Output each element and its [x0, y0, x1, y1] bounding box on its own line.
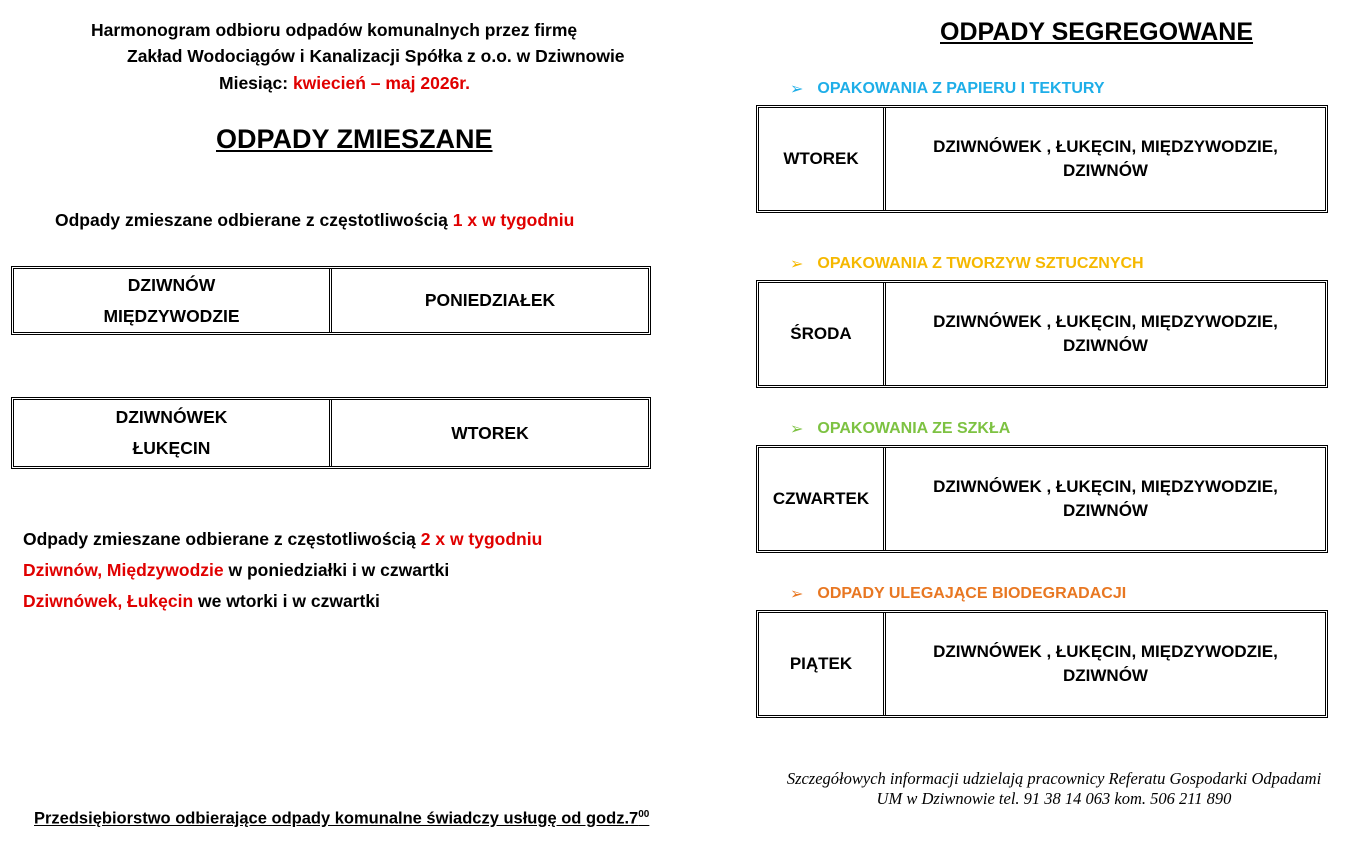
place-lukecin: ŁUKĘCIN [132, 438, 211, 458]
mixed-title: ODPADY ZMIESZANE [216, 124, 493, 154]
contact-note [752, 769, 1356, 809]
month-value: kwiecień – maj 2026r. [292, 73, 471, 93]
mixed-table-2-day: WTOREK [451, 422, 529, 443]
place-dziwnow: DZIWNÓW [127, 274, 216, 295]
footer-text: Przedsiębiorstwo odbierające odpady komunalne świadczy usługę od godz.7 [34, 809, 639, 828]
footer-sup: 00 [638, 809, 650, 820]
category-paper-label: OPAKOWANIA Z PAPIERU I TEKTURY [817, 80, 1105, 97]
mixed-table-2 [11, 397, 651, 469]
segregated-table-glass [756, 445, 1328, 553]
freq2-value: 2 x w tygodniu [420, 529, 543, 549]
line3-red: Dziwnówek, Łukęcin [23, 591, 194, 611]
segregated-table-plastic [756, 280, 1328, 388]
category-glass [790, 419, 1010, 439]
mixed-table-1 [11, 266, 651, 335]
mixed-table-2-places [14, 400, 332, 466]
mixed-line-dziwnow [23, 560, 449, 581]
arrow-bullet-icon: ➢ [790, 586, 804, 603]
day-plastic: ŚRODA [759, 283, 886, 385]
freq1-value: 1 x w tygodniu [452, 210, 575, 230]
category-paper [790, 79, 1105, 99]
mixed-table-1-day: PONIEDZIAŁEK [424, 290, 556, 310]
line2-red: Dziwnów, Międzywodzie [23, 560, 224, 580]
day-glass: CZWARTEK [759, 448, 886, 550]
header-month [219, 70, 470, 96]
arrow-bullet-icon: ➢ [790, 81, 804, 98]
place-miedzywodzie: MIĘDZYWODZIE [103, 305, 240, 326]
category-plastic-label: OPAKOWANIA Z TWORZYW SZTUCZNYCH [817, 255, 1144, 272]
places-paper: DZIWNÓWEK , ŁUKĘCIN, MIĘDZYWODZIE, DZIWNÓW [933, 137, 1278, 180]
places-plastic: DZIWNÓWEK , ŁUKĘCIN, MIĘDZYWODZIE, DZIWNÓW [933, 312, 1278, 355]
arrow-bullet-icon: ➢ [790, 256, 804, 273]
contact-note-line-2: UM w Dziwnowie tel. 91 38 14 063 kom. 506 211 890 [876, 789, 1232, 808]
category-bio [790, 584, 1126, 604]
freq1-text: Odpady zmieszane odbierane z częstotliwością [55, 210, 453, 230]
places-glass: DZIWNÓWEK , ŁUKĘCIN, MIĘDZYWODZIE, DZIWNÓW [933, 477, 1278, 520]
header-line-2: Zakład Wodociągów i Kanalizacji Spółka z o.o. w Dziwnowie [127, 46, 625, 66]
arrow-bullet-icon: ➢ [790, 421, 804, 438]
day-paper: WTOREK [759, 108, 886, 210]
segregated-table-bio [756, 610, 1328, 718]
line2-rest: w poniedziałki i w czwartki [223, 560, 450, 580]
category-bio-label: ODPADY ULEGAJĄCE BIODEGRADACJI [817, 585, 1127, 602]
line3-rest: we wtorki i w czwartki [193, 591, 380, 611]
footer-note [34, 809, 649, 829]
mixed-frequency-2 [23, 529, 542, 550]
mixed-frequency-1 [55, 210, 574, 231]
day-bio: PIĄTEK [759, 613, 886, 715]
segregated-title: ODPADY SEGREGOWANE [940, 18, 1254, 46]
category-plastic [790, 254, 1144, 274]
segregated-table-paper [756, 105, 1328, 213]
header-line-1: Harmonogram odbioru odpadów komunalnych przez firmę [91, 20, 578, 40]
month-label: Miesiąc: [219, 73, 293, 93]
mixed-line-dziwnowek [23, 591, 380, 612]
places-bio: DZIWNÓWEK , ŁUKĘCIN, MIĘDZYWODZIE, DZIWNÓW [933, 642, 1278, 685]
contact-note-line-1: Szczegółowych informacji udzielają pracownicy Referatu Gospodarki Odpadami [786, 769, 1322, 788]
category-glass-label: OPAKOWANIA ZE SZKŁA [817, 420, 1011, 437]
mixed-table-1-places [14, 269, 332, 332]
freq2-text: Odpady zmieszane odbierane z częstotliwością [23, 529, 421, 549]
place-dziwnowek: DZIWNÓWEK [115, 407, 228, 427]
